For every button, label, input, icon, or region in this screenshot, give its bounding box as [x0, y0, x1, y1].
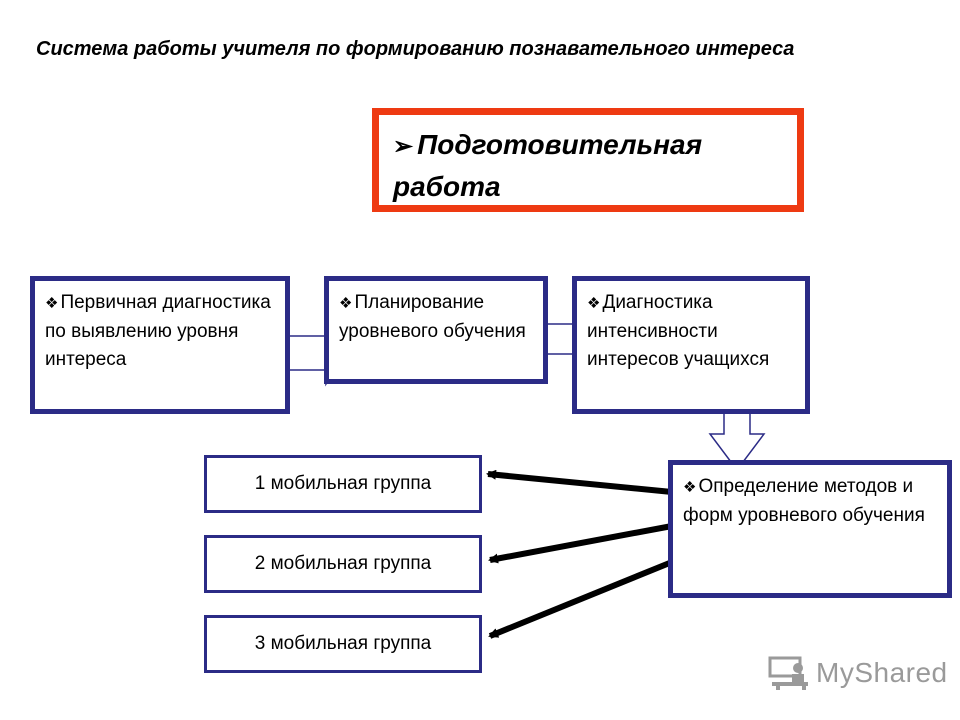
- diamond-bullet-icon: ❖: [339, 295, 353, 312]
- diamond-bullet-icon: ❖: [587, 295, 601, 312]
- step-planning: [324, 276, 548, 384]
- step-label: Первичная диагностика по выявлению уровня интереса: [45, 292, 271, 370]
- diamond-bullet-icon: ❖: [45, 295, 59, 312]
- mobile-group-3: 3 мобильная группа: [204, 615, 482, 673]
- teacher-at-desk-icon: [768, 656, 810, 690]
- arrow-to-group-3: [490, 562, 672, 636]
- arrow-to-group-2: [490, 526, 672, 560]
- step-label: Диагностика интенсивности интересов учащихся: [587, 292, 770, 370]
- step-interest-diagnostics: [572, 276, 810, 414]
- arrow-bullet-icon: ➢: [393, 133, 414, 160]
- step-primary-diagnostics: [30, 276, 290, 414]
- mobile-group-2: 2 мобильная группа: [204, 535, 482, 593]
- step-label: Планирование уровневого обучения: [339, 292, 526, 342]
- mobile-group-1: 1 мобильная группа: [204, 455, 482, 513]
- preparatory-work-label: Подготовительная работа: [393, 129, 703, 202]
- myshared-logo: [768, 656, 948, 690]
- step-label: Определение методов и форм уровневого обучения: [683, 476, 925, 526]
- diagram-title: Система работы учителя по формированию познавательного интереса: [36, 38, 795, 60]
- arrow-to-group-1: [488, 474, 672, 492]
- logo-text: MyShared: [816, 657, 948, 688]
- step-methods-forms: [668, 460, 952, 598]
- diamond-bullet-icon: ❖: [683, 479, 697, 496]
